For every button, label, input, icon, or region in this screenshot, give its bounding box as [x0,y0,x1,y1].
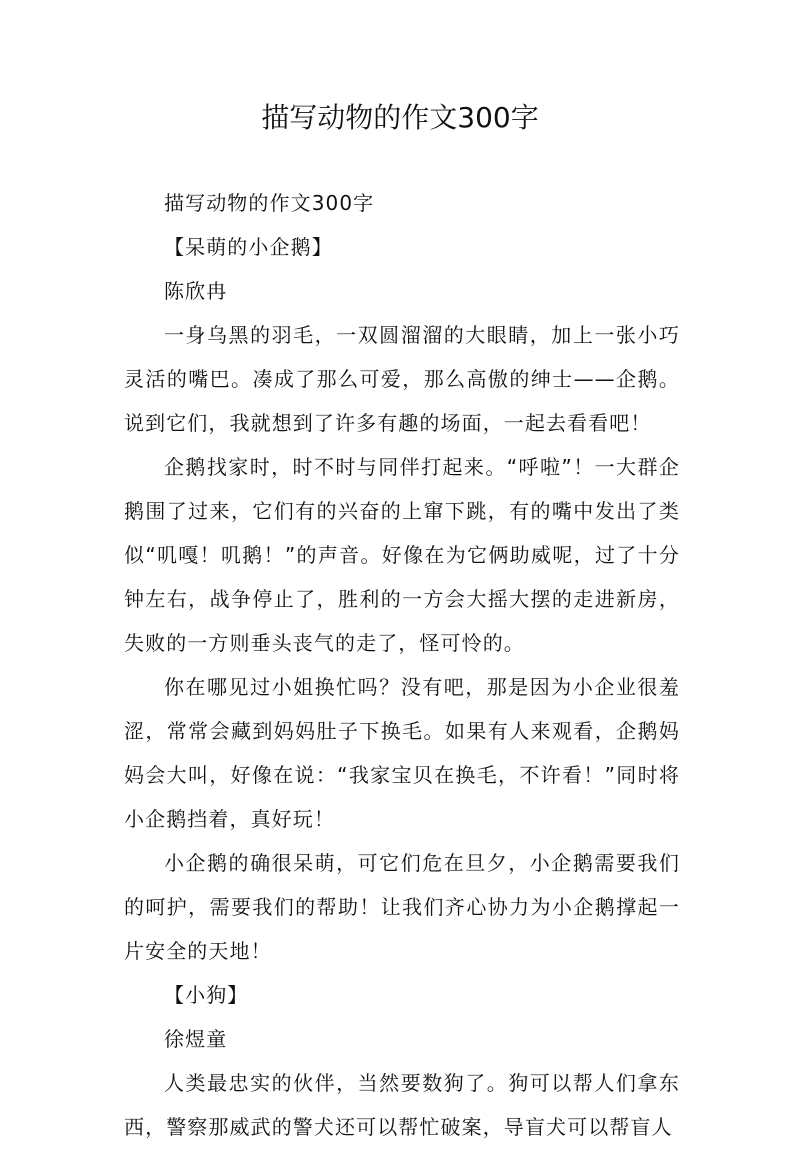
document-body [124,181,680,1149]
paragraph: 一身乌黑的羽毛，一双圆溜溜的大眼睛，加上一张小巧灵活的嘴巴。凑成了那么可爱，那么高傲的绅士——企鹅。说到它们，我就想到了许多有趣的场面，一起去看看吧！ [124,323,680,435]
paragraph: 人类最忠实的伙伴，当然要数狗了。狗可以帮人们拿东西，警察那威武的警犬还可以帮忙破案，导盲犬可以帮盲人 [124,1071,680,1139]
section-heading-penguin: 【呆萌的小企鹅】 [164,235,333,259]
document-title: 描写动物的作文300字 [261,101,539,134]
subtitle-line: 描写动物的作文300字 [164,191,375,215]
section-heading-dog: 【小狗】 [164,983,249,1007]
paragraph: 你在哪见过小姐换忙吗？没有吧，那是因为小企业很羞涩，常常会藏到妈妈肚子下换毛。如果有人来观看，企鹅妈妈会大叫，好像在说：“我家宝贝在换毛，不许看！”同时将小企鹅挡着，真好玩！ [124,675,680,831]
author-name: 徐煜童 [164,1027,228,1051]
paragraph: 小企鹅的确很呆萌，可它们危在旦夕，小企鹅需要我们的呵护，需要我们的帮助！让我们齐心协力为小企鹅撑起一片安全的天地！ [124,851,680,963]
author-name: 陈欣冉 [164,279,228,303]
paragraph: 企鹅找家时，时不时与同伴打起来。“呼啦”！一大群企鹅围了过来，它们有的兴奋的上窜下跳，有的嘴中发出了类似“叽嘎！叽鹅！”的声音。好像在为它俩助威呢，过了十分钟左右，战争停止了，胜利的一方会大摇大摆的走进新房，失败的一方则垂头丧气的走了，怪可怜的。 [124,455,680,655]
